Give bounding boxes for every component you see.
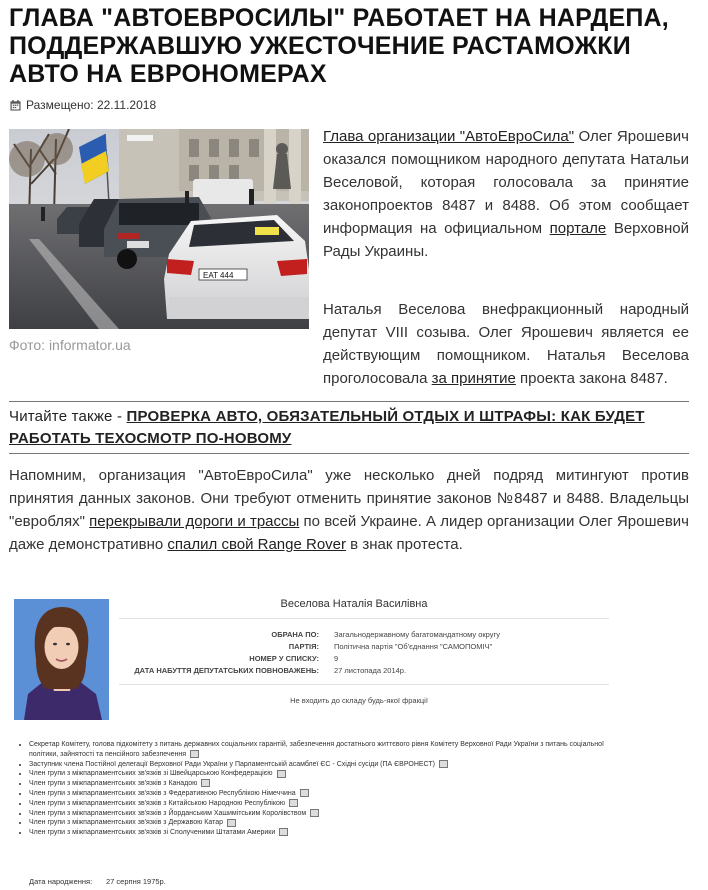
paragraph-3: Напомним, организация "АвтоЕвроСила" уже несколько дней подряд митингуют против принятия данных законов. Они требуют отменить принятие законов №8487 и 8488. Владельцы "евроблях" перекрывали дороги и трассы по всей Украине. А лидер организации Олег Ярошевич даже демонстративно спалил свой Range Rover в знак протеста. (9, 467, 689, 553)
read-also-link[interactable]: ПРОВЕРКА АВТО, ОБЯЗАТЕЛЬНЫЙ ОТДЫХ И ШТРАФЫ: КАК БУДЕТ РАБОТАТЬ ТЕХОСМОТР ПО-НОВОМУ (9, 408, 645, 447)
list-item: • Заступник члена Постійної делегації Верховної Ради України у Парламентській асамблеї ЄС - Східні сусіди (ПА ЄВРОНЕСТ) (29, 760, 609, 770)
list-item: • Член групи з міжпарламентських зв'язків зі Швейцарською Конфедерацією (29, 769, 609, 779)
photo-credit: Фото: informator.ua (9, 337, 131, 353)
post-date-label: Размещено: 22.11.2018 (26, 98, 157, 112)
plate-text: EAT 444 (203, 271, 234, 280)
list-item: • Член групи з міжпарламентських зв'язків зі Сполученими Штатами Америки (29, 828, 609, 838)
posts-list (17, 740, 609, 838)
post-date (10, 98, 156, 112)
document-icon[interactable] (310, 809, 319, 817)
organization-link[interactable]: Глава организации "АвтоЕвроСила" (323, 128, 575, 145)
birth-date: Дата народження: 27 серпня 1975р. (29, 877, 166, 886)
read-also-box (9, 401, 689, 454)
calendar-icon (10, 100, 21, 111)
divider (119, 618, 609, 619)
roads-link[interactable]: перекрывали дороги и трассы (89, 513, 300, 530)
read-also-prefix: Читайте также - (9, 408, 127, 425)
document-icon[interactable] (439, 760, 448, 768)
portal-link[interactable]: портале (549, 220, 607, 237)
document-icon[interactable] (289, 799, 298, 807)
list-item: • Член групи з міжпарламентських зв'язків з Йорданським Хашимітським Королівством (29, 809, 609, 819)
deputy-card-screenshot: Веселова Наталія Василівна ОБРАНА ПО: Загальнодержавному багатомандатному округу ПАРТІЯ: Політична партія "Об'єднання "САМОПОМІЧ" НОМЕР У СПИСКУ: 9 ДАТА НАБУТТЯ ДЕПУТАТСЬКИХ ПОВНОВАЖЕНЬ: 27 листопада 2014р. Не входить до складу будь-якої фракції • Секретар Комітету, голова підкомітету з питань державних соціальних гарантій, забезпечення достатнього життєвого рівня Комітету Верховної Ради України з питань соціальної політики, зайнятості та пенсійного забезпечення • Заступник члена Постійної делегації Верховної Ради України у Парламентській асамблеї ЄС - Східні сусіди (ПА ЄВРОНЕСТ) • Член групи з міжпарламентських зв'язків зі Швейцарською Конфедерацією • Член групи з міжпарламентських зв'язків з Канадою • Член групи з міжпарламентських зв'язків з Федеративною Республікою Німеччина • Член групи з міжпарламентських зв'язків з Китайською Народною Республікою • Член групи з міжпарламентських зв'язків з Йорданським Хашимітським Королівством • Член групи з міжпарламентських зв'язків з Державою Катар • Член групи з міжпарламентських зв'язків зі Сполученими Штатами Америки Дата народження: 27 серпня 1975р. (9, 594, 609, 890)
vote-link[interactable]: за принятие (431, 370, 516, 387)
faction-status: Не входить до складу будь-якої фракції (290, 696, 428, 705)
article-title: ГЛАВА "АВТОЕВРОСИЛЫ" РАБОТАЕТ НА НАРДЕПА, ПОДДЕРЖАВШУЮ УЖЕСТОЧЕНИЕ РАСТАМОЖКИ АВТО НА ЕВРОНОМЕРАХ (9, 4, 669, 88)
range-rover-link[interactable]: спалил свой Range Rover (167, 536, 347, 553)
list-item: • Член групи з міжпарламентських зв'язків з Державою Катар (29, 818, 609, 828)
document-icon[interactable] (227, 819, 236, 827)
document-icon[interactable] (300, 789, 309, 797)
document-icon[interactable] (277, 770, 286, 778)
paragraph-2: Наталья Веселова внефракционный народный депутат VIII созыва. Олег Ярошевич является ее действующим помощником. Наталья Веселова проголосовала за принятие проекта закона 8487. (323, 301, 689, 387)
list-item: • Член групи з міжпарламентських зв'язків з Федеративною Республікою Німеччина (29, 789, 609, 799)
list-item: • Член групи з міжпарламентських зв'язків з Канадою (29, 779, 609, 789)
deputy-photo (14, 599, 109, 720)
list-item: • Секретар Комітету, голова підкомітету з питань державних соціальних гарантій, забезпечення достатнього життєвого рівня Комітету Верховної Ради України з питань соціальної політики, зайнятості та пенсійного забезпечення (29, 740, 609, 760)
document-icon[interactable] (201, 779, 210, 787)
document-icon[interactable] (279, 828, 288, 836)
document-icon[interactable] (190, 750, 199, 758)
deputy-name: Веселова Наталія Василівна (280, 598, 428, 610)
list-item: • Член групи з міжпарламентських зв'язків з Китайською Народною Республікою (29, 799, 609, 809)
article-photo (9, 129, 309, 329)
divider (119, 684, 609, 685)
paragraph-1: Глава организации "АвтоЕвроСила" Олег Ярошевич оказался помощником народного депутата Натальи Веселовой, которая голосовала за принятие законопроектов 8487 и 8488. Об этом сообщает информация на официальном портале Верховной Рады Украины. (323, 128, 689, 260)
